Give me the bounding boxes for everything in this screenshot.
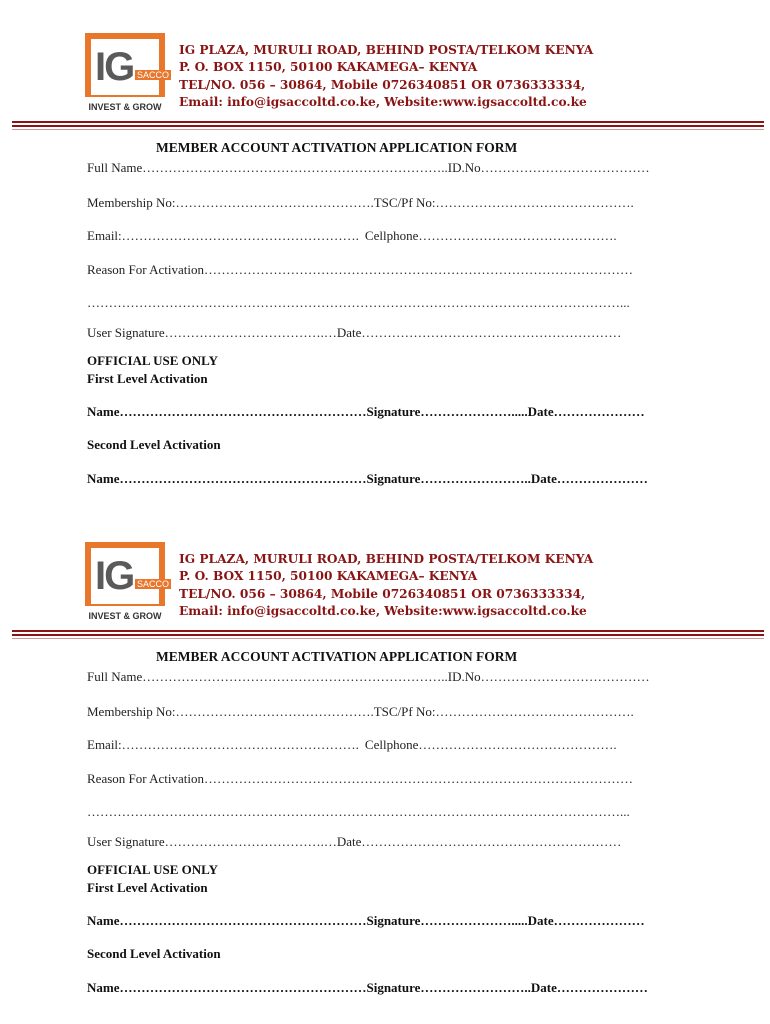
form-title: MEMBER ACCOUNT ACTIVATION APPLICATION FORM: [156, 140, 518, 155]
address-line-3: TEL/NO. 056 – 30864, Mobile 0726340851 OR 0736333334,: [179, 77, 586, 92]
user-signature-date-field[interactable]: User Signature……………………………….…Date……………………………………………………: [87, 834, 622, 849]
letterhead-address: [179, 42, 593, 111]
first-level-name-line[interactable]: Name…………………………………………………Signature………………….....Date…………………: [87, 913, 645, 928]
logo-tagline: INVEST & GROW: [85, 606, 165, 626]
reason-field[interactable]: Reason For Activation………………………………………………………………………………………: [87, 771, 633, 786]
second-level-heading: Second Level Activation: [87, 946, 221, 961]
logo-tagline: INVEST & GROW: [85, 97, 165, 117]
header-divider: [12, 630, 764, 640]
form-copy-2: [0, 512, 770, 1024]
first-level-name-line[interactable]: Name…………………………………………………Signature………………….....Date…………………: [87, 404, 645, 419]
membership-tsc-field[interactable]: Membership No:……………………………………….TSC/Pf No:……………………………………….: [87, 704, 634, 719]
email-cellphone-field[interactable]: [87, 737, 617, 753]
address-line-3: TEL/NO. 056 – 30864, Mobile 0726340851 OR 0736333334,: [179, 586, 586, 601]
form-title: MEMBER ACCOUNT ACTIVATION APPLICATION FORM: [156, 649, 518, 664]
address-line-1: IG PLAZA, MURULI ROAD, BEHIND POSTA/TELKOM KENYA: [179, 43, 594, 57]
logo-ig-text: IG: [95, 554, 134, 598]
official-use-heading: OFFICIAL USE ONLY: [87, 353, 218, 368]
first-level-heading: First Level Activation: [87, 371, 208, 386]
address-line-1: IG PLAZA, MURULI ROAD, BEHIND POSTA/TELKOM KENYA: [179, 552, 594, 566]
first-level-heading: First Level Activation: [87, 880, 208, 895]
logo-ig-text: IG: [95, 45, 134, 89]
address-line-2: P. O. BOX 1150, 50100 KAKAMEGA– KENYA: [179, 60, 478, 75]
cellphone-field[interactable]: Cellphone……………………………………….: [364, 228, 617, 243]
user-signature-date-field[interactable]: User Signature……………………………….…Date……………………………………………………: [87, 325, 622, 340]
second-level-name-line[interactable]: Name…………………………………………………Signature……………………..Date…………………: [87, 471, 648, 486]
full-name-id-field[interactable]: Full Name……………………………………………………………..ID.No…………………………………: [87, 160, 650, 175]
reason-continued-field[interactable]: ……………………………………………………………………………………………………………...: [87, 295, 630, 310]
email-field[interactable]: Email:……………………………………………….: [87, 228, 359, 243]
reason-field[interactable]: Reason For Activation………………………………………………………………………………………: [87, 262, 633, 277]
logo-sacco-text: SACCO: [137, 70, 170, 80]
second-level-heading: Second Level Activation: [87, 437, 221, 452]
address-line-4: Email: info@igsaccoltd.co.ke, Website:www.igsaccoltd.co.ke: [179, 94, 587, 109]
membership-tsc-field[interactable]: Membership No:……………………………………….TSC/Pf No:……………………………………….: [87, 195, 634, 210]
cellphone-field[interactable]: Cellphone……………………………………….: [364, 737, 617, 752]
ig-sacco-logo: [85, 542, 170, 626]
email-cellphone-field[interactable]: [87, 228, 617, 244]
header-divider: [12, 121, 764, 131]
second-level-name-line[interactable]: Name…………………………………………………Signature……………………..Date…………………: [87, 980, 648, 995]
letterhead-address: [179, 551, 593, 620]
official-use-heading: OFFICIAL USE ONLY: [87, 862, 218, 877]
reason-continued-field[interactable]: ……………………………………………………………………………………………………………...: [87, 804, 630, 819]
ig-sacco-logo: [85, 33, 170, 117]
address-line-2: P. O. BOX 1150, 50100 KAKAMEGA– KENYA: [179, 569, 478, 584]
email-field[interactable]: Email:……………………………………………….: [87, 737, 359, 752]
full-name-id-field[interactable]: Full Name……………………………………………………………..ID.No…………………………………: [87, 669, 650, 684]
address-line-4: Email: info@igsaccoltd.co.ke, Website:www.igsaccoltd.co.ke: [179, 603, 587, 618]
logo-sacco-text: SACCO: [137, 579, 170, 589]
